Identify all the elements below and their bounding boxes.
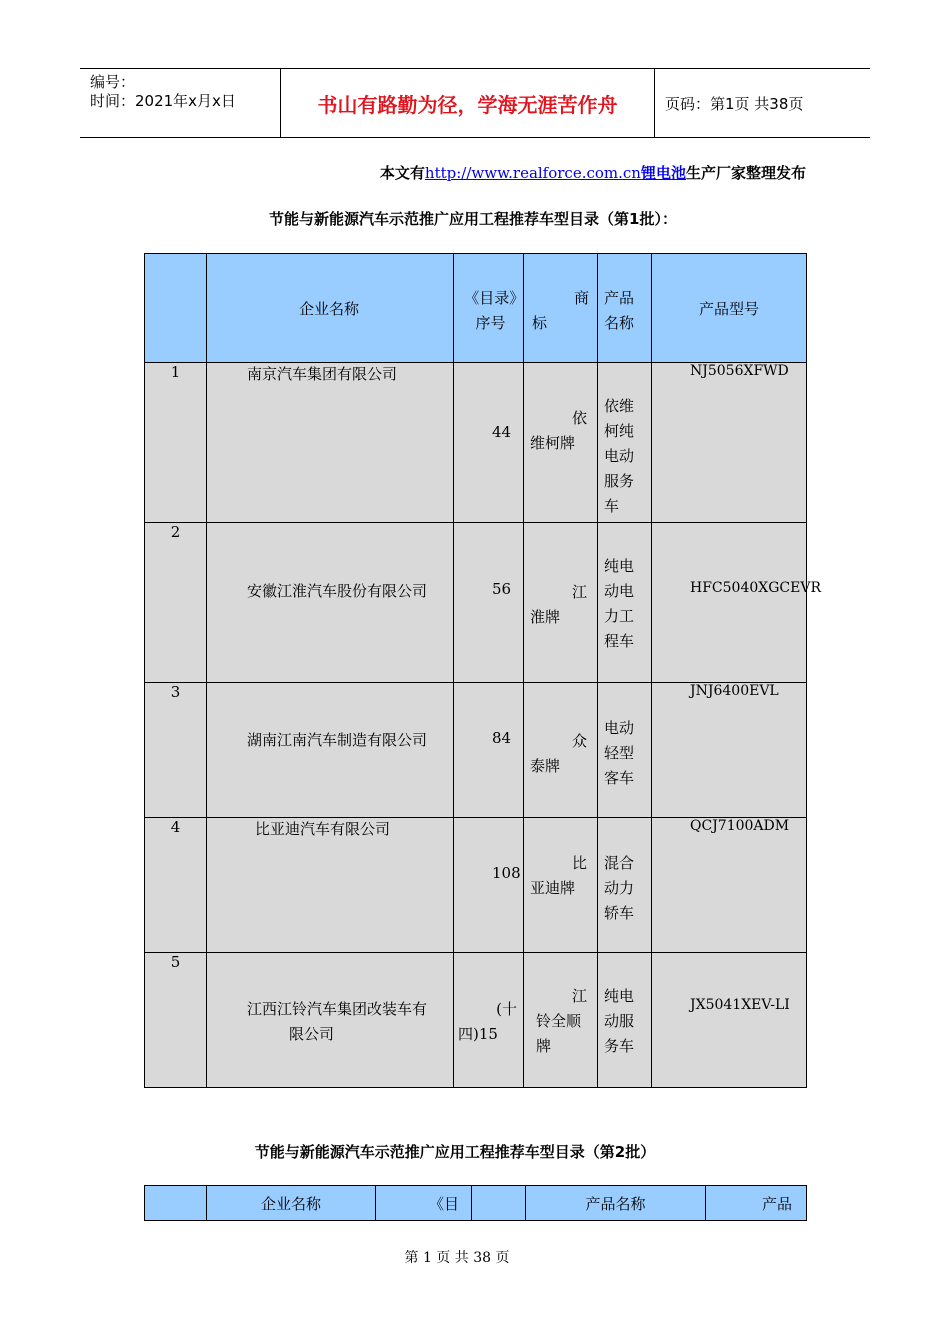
batch2-title: 节能与新能源汽车示范推广应用工程推荐车型目录（第2批） (254, 1143, 656, 1161)
row-product: 电动轻型客车 (604, 719, 635, 787)
batch1-title: 节能与新能源汽车示范推广应用工程推荐车型目录（第1批）： (269, 210, 677, 228)
header-seq: 《目录》序号 (454, 254, 524, 363)
time-label: 时间：2021年x月x日 (90, 92, 236, 110)
page-header (80, 68, 870, 138)
row-number: 3 (170, 683, 181, 701)
source-link-battery[interactable]: 锂电池 (640, 164, 686, 182)
header-brand (472, 1186, 526, 1221)
header-seq: 《目 (376, 1186, 472, 1221)
header-product: 产品名称 (526, 1186, 706, 1221)
row-seq: 56 (492, 580, 512, 598)
row-number: 2 (170, 523, 181, 541)
source-line (380, 162, 806, 183)
source-link[interactable]: http://www.realforce.com.cn (424, 164, 641, 182)
batch2-table (144, 1185, 807, 1221)
header-brand-line2: 标 (532, 314, 548, 332)
row-brand: 众 泰牌 (530, 732, 587, 775)
source-suffix: 生产厂家整理发布 (685, 164, 806, 182)
table-row (145, 683, 807, 818)
row-company: 安徽江淮汽车股份有限公司 (247, 582, 428, 600)
header-brand (524, 254, 598, 363)
row-product: 纯电动服务车 (604, 987, 635, 1055)
row-company: 湖南江南汽车制造有限公司 (247, 731, 428, 749)
row-company: 比亚迪汽车有限公司 (255, 820, 391, 838)
row-brand: 江 铃全顺 牌 (536, 987, 587, 1055)
row-model: HFC5040XGCEVR (690, 580, 821, 596)
page-footer: 第 1 页 共 38 页 (404, 1250, 510, 1266)
header-company: 企业名称 (207, 1186, 376, 1221)
row-company: 南京汽车集团有限公司 (247, 365, 398, 383)
header-index (145, 254, 207, 363)
row-seq: 108 (492, 864, 521, 882)
row-product: 混合动力轿车 (604, 854, 635, 922)
row-number: 1 (170, 363, 181, 381)
header-index (145, 1186, 207, 1221)
header-company: 企业名称 (207, 254, 454, 363)
row-model: JX5041XEV-LI (690, 997, 790, 1013)
batch1-table (144, 253, 821, 1088)
header-model: 产品型号 (652, 254, 807, 363)
row-number: 5 (170, 953, 181, 971)
header-meta-cell (80, 69, 281, 137)
row-company: 江西江铃汽车集团改装车有 限公司 (247, 1000, 428, 1043)
row-product: 依维柯纯电动服务车 (604, 397, 635, 515)
row-brand: 依 维柯牌 (530, 409, 587, 452)
row-seq: (十 四)15 (458, 1000, 517, 1043)
table-row (145, 953, 807, 1088)
serial-label: 编号： (90, 73, 136, 91)
header-motto: 书山有路勤为径，学海无涯苦作舟 (281, 69, 655, 137)
row-seq: 84 (492, 729, 512, 747)
table-header-row (145, 254, 807, 363)
header-model: 产品 (706, 1186, 807, 1221)
source-prefix: 本文有 (379, 164, 425, 182)
header-page-info: 页码：第1页 共38页 (665, 94, 804, 113)
header-brand-line1: 商 (573, 289, 589, 307)
row-model: NJ5056XFWD (690, 363, 789, 379)
row-product: 纯电动电力工程车 (604, 557, 635, 650)
row-number: 4 (170, 818, 181, 836)
row-brand: 江 淮牌 (530, 583, 587, 626)
header-product: 产品名称 (598, 254, 652, 363)
row-model: QCJ7100ADM (690, 818, 790, 834)
table-row (145, 818, 807, 953)
row-seq: 44 (492, 423, 512, 441)
row-model: JNJ6400EVL (690, 683, 779, 699)
table-header-row (145, 1186, 807, 1221)
row-brand: 比 亚迪牌 (530, 854, 587, 897)
table-row (145, 363, 807, 523)
table-row (145, 523, 807, 683)
